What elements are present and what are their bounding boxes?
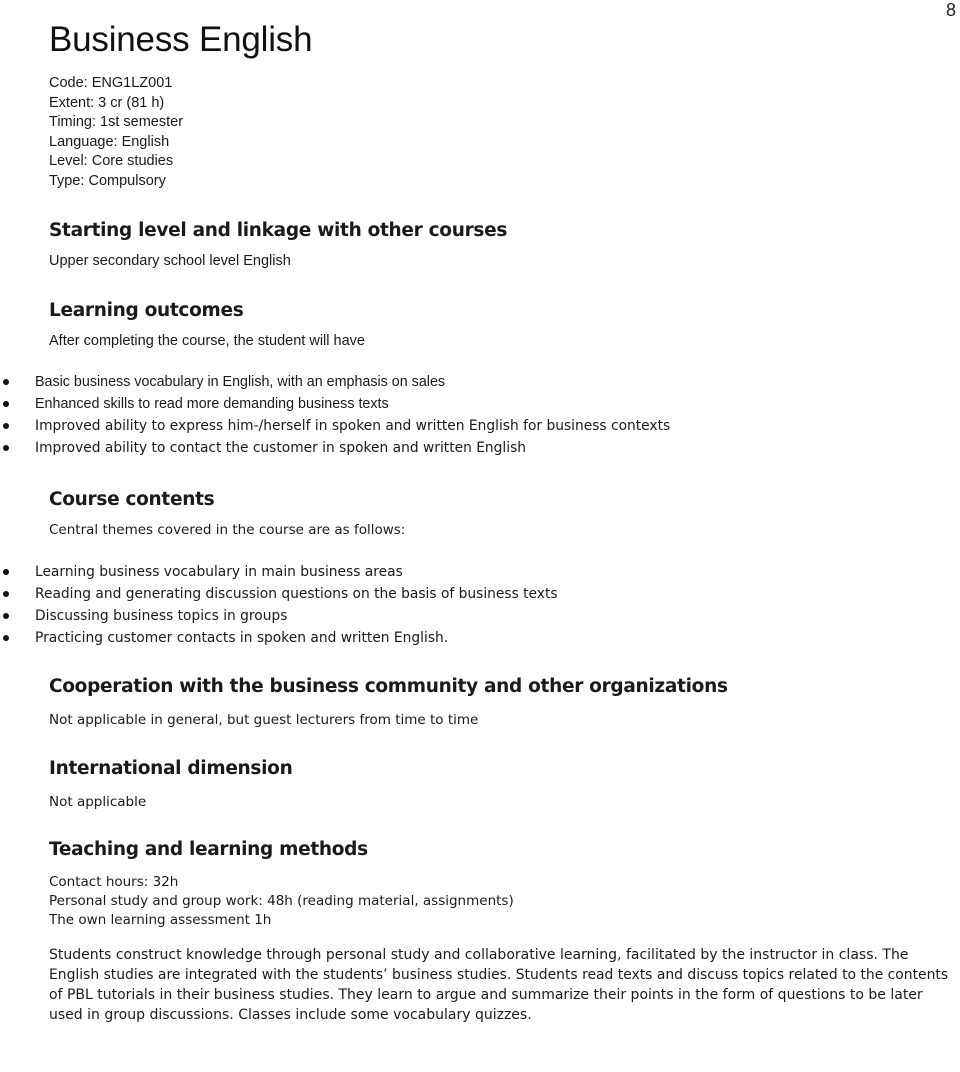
bullet-icon	[3, 591, 9, 597]
meta-type: Type: Compulsory	[49, 172, 166, 189]
bullet-icon	[3, 401, 9, 407]
starting-level-text: Upper secondary school level English	[49, 253, 291, 269]
cooperation-text: Not applicable in general, but guest lecturers from time to time	[49, 712, 479, 728]
bullet-icon	[3, 423, 9, 429]
assessment-line: The own learning assessment 1h	[49, 912, 272, 928]
list-item: Practicing customer contacts in spoken and written English.	[0, 627, 954, 649]
page-number: 8	[945, 0, 956, 20]
course-contents-intro: Central themes covered in the course are as follows:	[49, 522, 406, 538]
international-text: Not applicable	[49, 794, 147, 810]
contact-hours-line: Contact hours: 32h	[49, 874, 179, 890]
list-item: Enhanced skills to read more demanding business texts	[0, 393, 954, 415]
course-contents-heading: Course contents	[49, 489, 215, 510]
meta-level: Level: Core studies	[49, 153, 174, 169]
paragraph-line: Students construct knowledge through personal study and collaborative learning, facilitated by the instructor in class. The	[49, 947, 909, 963]
meta-language: Language: English	[49, 133, 170, 150]
list-item: Improved ability to contact the customer in spoken and written English	[0, 437, 954, 459]
list-item: Improved ability to express him-/herself in spoken and written English for business contexts	[0, 415, 954, 437]
course-meta	[49, 74, 954, 191]
learning-outcomes-list	[0, 371, 954, 459]
document-body	[35, 20, 954, 1025]
starting-level-heading: Starting level and linkage with other courses	[49, 220, 508, 241]
page-title: Business English	[49, 20, 313, 59]
paragraph-line: of PBL tutorials in their business studies. They learn to argue and summarize their points in the form of questions to be later	[49, 987, 923, 1003]
course-contents-list	[0, 561, 954, 649]
teaching-heading: Teaching and learning methods	[49, 839, 368, 860]
cooperation-heading: Cooperation with the business community and other organizations	[49, 676, 728, 697]
list-item: Discussing business topics in groups	[0, 605, 954, 627]
personal-study-line: Personal study and group work: 48h (reading material, assignments)	[49, 893, 514, 909]
bullet-icon	[3, 635, 9, 641]
teaching-hours	[49, 873, 954, 930]
teaching-paragraph	[49, 945, 959, 1025]
meta-extent: Extent: 3 cr (81 h)	[49, 94, 165, 111]
learning-outcomes-intro: After completing the course, the student will have	[49, 333, 365, 349]
bullet-icon	[3, 569, 9, 575]
bullet-icon	[3, 445, 9, 451]
paragraph-line: used in group discussions. Classes include some vocabulary quizzes.	[49, 1007, 532, 1023]
meta-code: Code: ENG1LZ001	[49, 75, 173, 91]
meta-timing: Timing: 1st semester	[49, 114, 184, 130]
list-item: Basic business vocabulary in English, with an emphasis on sales	[0, 371, 954, 393]
bullet-icon	[3, 613, 9, 619]
learning-outcomes-heading: Learning outcomes	[49, 300, 244, 321]
list-item: Learning business vocabulary in main business areas	[0, 561, 954, 583]
list-item: Reading and generating discussion questions on the basis of business texts	[0, 583, 954, 605]
paragraph-line: English studies are integrated with the students’ business studies. Students read texts and discuss topics related to the contents	[49, 967, 949, 983]
bullet-icon	[3, 379, 9, 385]
international-heading: International dimension	[49, 758, 293, 779]
